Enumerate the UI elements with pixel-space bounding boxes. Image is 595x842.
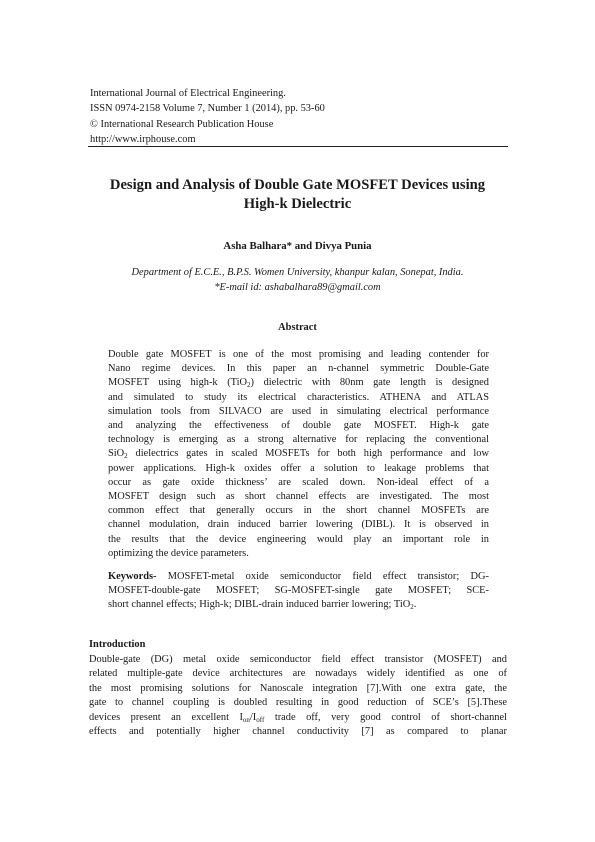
journal-url[interactable]: http://www.irphouse.com bbox=[90, 133, 196, 145]
keywords-text: MOSFET-metal oxide semiconductor field effect transistor; DG- bbox=[156, 571, 489, 582]
introduction-body bbox=[89, 653, 507, 739]
intro-line: related multiple-gate device architectures are nowadays widely identified as one of bbox=[89, 668, 507, 680]
intro-line: effects and potentially higher channel conductivity [7] as compared to planar bbox=[89, 726, 507, 738]
subscript: on bbox=[242, 715, 250, 724]
paper-authors: Asha Balhara* and Divya Punia bbox=[223, 240, 372, 252]
subscript: 2 bbox=[124, 452, 128, 461]
abstract-line: power applications. High-k oxides offer a solution to leakage problems that bbox=[108, 462, 489, 474]
title-line-1: Design and Analysis of Double Gate MOSFET Devices using bbox=[109, 177, 486, 193]
affiliation bbox=[80, 265, 515, 295]
intro-line: gate to channel coupling is doubled resulting in good reduction of SCE’s [5].These bbox=[89, 697, 507, 709]
author-email: *E-mail id: ashabalhara89@gmail.com bbox=[214, 282, 381, 293]
abstract-line: occur as gate oxide thickness’ are scaled down. Non-ideal effect of a bbox=[108, 476, 489, 488]
intro-text: devices present an excellent I bbox=[89, 711, 243, 723]
abstract-text: ) dielectric with 80nm gate length is designed bbox=[250, 377, 489, 389]
journal-header bbox=[90, 86, 510, 147]
abstract-line: and simulated to study its electrical characteristics. ATHENA and ATLAS bbox=[108, 391, 489, 403]
abstract-line: the results that the device engineering would play an important role in bbox=[108, 533, 489, 545]
intro-text: trade off, very good control of short-channel bbox=[264, 711, 507, 723]
journal-publisher: © International Research Publication House bbox=[90, 118, 274, 130]
abstract-text: MOSFET using high-k (TiO bbox=[108, 377, 248, 389]
intro-line: the most promising solutions for Nanoscale integration [7].With one extra gate, the bbox=[89, 682, 507, 694]
abstract-line: common effect that generally occurs in the short channel MOSFETs are bbox=[108, 505, 489, 517]
journal-issn: ISSN 0974-2158 Volume 7, Number 1 (2014), pp. 53-60 bbox=[90, 103, 325, 115]
keywords-line bbox=[108, 598, 489, 612]
subscript: off bbox=[256, 715, 265, 724]
header-divider bbox=[88, 146, 508, 147]
abstract-line: Nano regime devices. In this paper an n-channel symmetric Double-Gate bbox=[108, 363, 489, 375]
abstract-line bbox=[108, 447, 489, 461]
subscript: 2 bbox=[410, 603, 414, 612]
intro-line: Double-gate (DG) metal oxide semiconductor field effect transistor (MOSFET) and bbox=[89, 654, 507, 665]
title-line-2: High-k Dielectric bbox=[243, 196, 352, 212]
abstract-line: optimizing the device parameters. bbox=[108, 547, 249, 559]
abstract-heading: Abstract bbox=[278, 322, 317, 333]
introduction-heading: Introduction bbox=[89, 639, 146, 650]
keywords-text: short channel effects; High-k; DIBL-drain induced barrier lowering; TiO bbox=[108, 599, 411, 611]
keywords-text: . bbox=[413, 599, 417, 611]
subscript: 2 bbox=[247, 381, 251, 390]
keywords-line: MOSFET-double-gate MOSFET; SG-MOSFET-single gate MOSFET; SCE- bbox=[108, 585, 489, 597]
abstract-text: dielectrics gates in scaled MOSFETs for both high performance and low bbox=[127, 448, 489, 460]
abstract-line bbox=[108, 376, 489, 390]
intro-line bbox=[89, 711, 507, 725]
abstract-line: technology is emerging as a strong alternative for replacing the conventional bbox=[108, 434, 489, 446]
keywords-label: Keywords- bbox=[108, 571, 157, 582]
abstract-line: MOSFET design such as short channel effects are investigated. The most bbox=[108, 491, 489, 503]
abstract-line: simulation tools from SILVACO are used in simulating electrical performance bbox=[108, 405, 489, 417]
abstract-line: channel modulation, drain induced barrier lowering (DIBL). It is observed in bbox=[108, 519, 489, 531]
intro-text: /I bbox=[249, 711, 257, 723]
journal-name: International Journal of Electrical Engineering. bbox=[90, 88, 286, 99]
keywords-block bbox=[108, 570, 489, 613]
abstract-text: SiO bbox=[108, 448, 125, 460]
abstract-body bbox=[108, 348, 489, 561]
paper-title bbox=[70, 176, 525, 214]
abstract-line: and analyzing the effectiveness of double gate MOSFET. High-k gate bbox=[108, 420, 489, 432]
abstract-line: Double gate MOSFET is one of the most promising and leading contender for bbox=[108, 349, 489, 360]
affiliation-line-1: Department of E.C.E., B.P.S. Women University, khanpur kalan, Sonepat, India. bbox=[131, 267, 464, 278]
keywords-line bbox=[108, 570, 489, 584]
